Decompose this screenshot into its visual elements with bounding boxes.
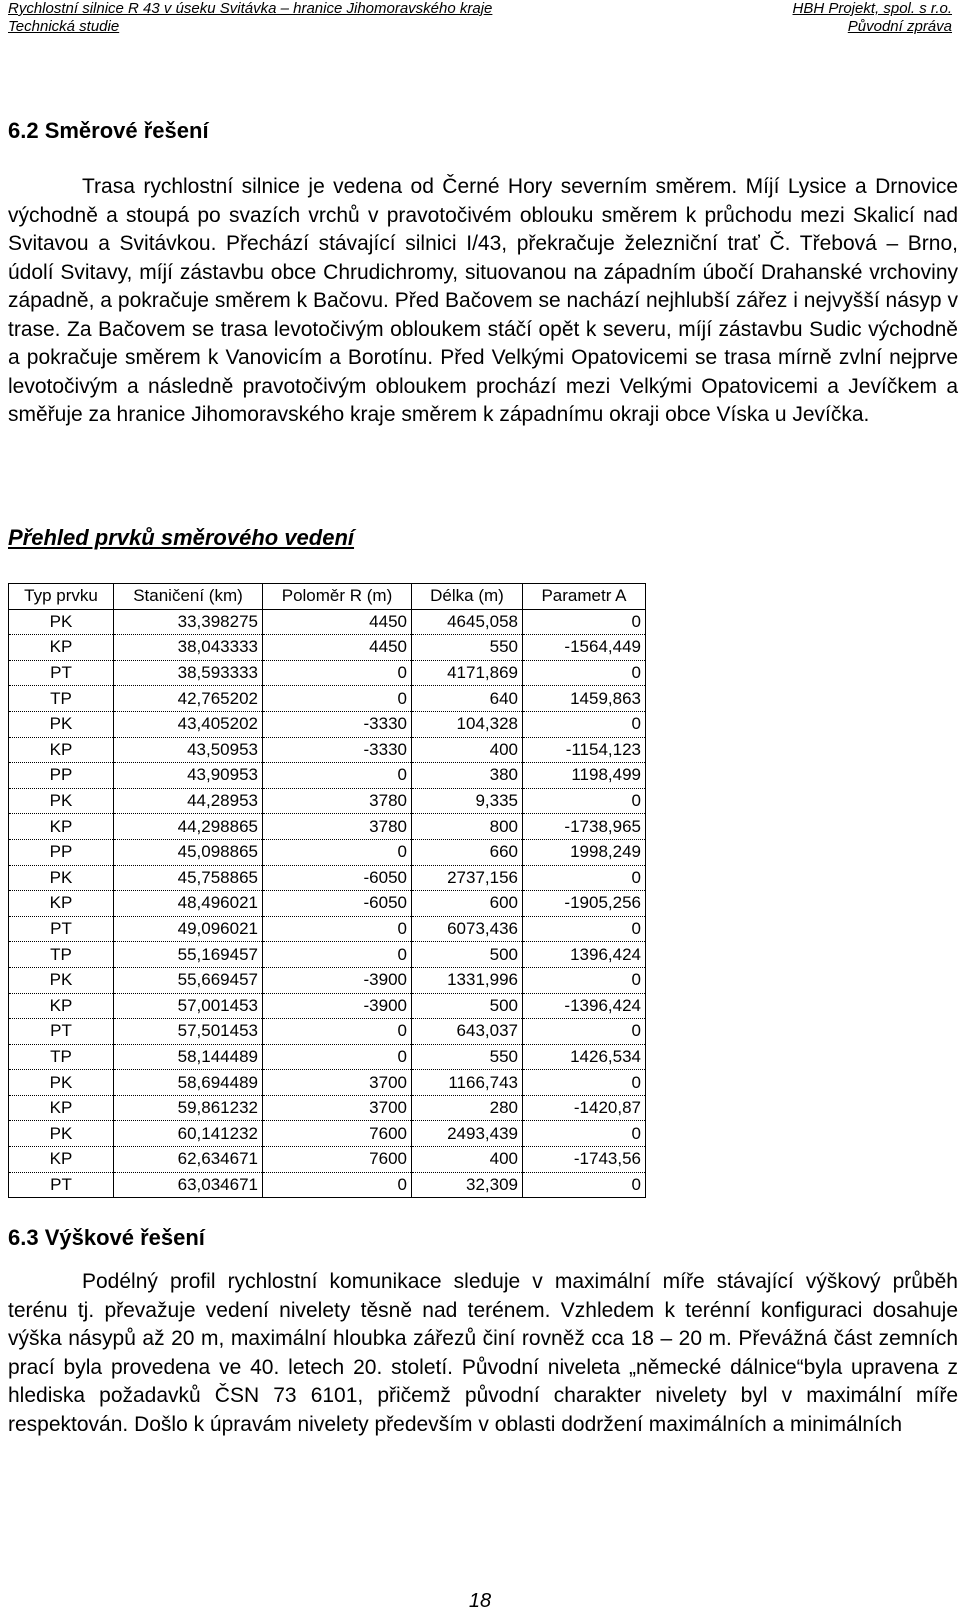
cell-chainage: 43,405202 [114, 711, 263, 737]
cell-radius: -3900 [263, 967, 412, 993]
table-row [9, 967, 646, 993]
cell-chainage: 58,694489 [114, 1070, 263, 1096]
alignment-elements-table [8, 583, 646, 1198]
cell-parameter: -1420,87 [523, 1095, 646, 1121]
cell-type: PT [9, 1019, 114, 1045]
cell-type: PK [9, 788, 114, 814]
cell-type: PK [9, 609, 114, 635]
cell-length: 500 [412, 942, 523, 968]
cell-type: TP [9, 1044, 114, 1070]
cell-parameter: 0 [523, 1121, 646, 1147]
overview-title: Přehled prvků směrového vedení [8, 525, 355, 550]
cell-type: KP [9, 814, 114, 840]
cell-radius: 0 [263, 1019, 412, 1045]
cell-type: PT [9, 660, 114, 686]
col-header-type: Typ prvku [9, 584, 114, 610]
cell-radius: -6050 [263, 891, 412, 917]
cell-length: 2493,439 [412, 1121, 523, 1147]
cell-length: 600 [412, 891, 523, 917]
cell-parameter: 0 [523, 1019, 646, 1045]
section-62-paragraph [8, 173, 958, 430]
header-project-title: Rychlostní silnice R 43 v úseku Svitávka – hranice Jihomoravského kraje [8, 0, 493, 17]
cell-type: KP [9, 635, 114, 661]
cell-parameter: -1905,256 [523, 891, 646, 917]
cell-parameter: -1154,123 [523, 737, 646, 763]
cell-length: 500 [412, 993, 523, 1019]
cell-length: 9,335 [412, 788, 523, 814]
cell-type: PK [9, 711, 114, 737]
section-63-text: Podélný profil rychlostní komunikace sleduje v maximální míře stávající výškový průběh terénu tj. převažuje vedení nivelety těsně nad terénem. Vzhledem k terénní konfiguraci dosahuje výška násypů až 20 m, maximální hloubka zářezů činí rovněž cca 18 – 20 m. Převážná část zemních prací byla provedena ve 40. letech 20. století. Původní niveleta „německé dálnice“byla upravena z hlediska požadavků ČSN 73 6101, přičemž původní charakter nivelety byl v maximální míře respektován. Došlo k úpravám nivelety především v oblasti dodržení maximálních a minimálních [8, 1270, 958, 1436]
cell-radius: 7600 [263, 1147, 412, 1173]
cell-radius: -3900 [263, 993, 412, 1019]
table-row [9, 891, 646, 917]
cell-chainage: 55,669457 [114, 967, 263, 993]
table-row [9, 1095, 646, 1121]
cell-radius: 4450 [263, 609, 412, 635]
cell-length: 660 [412, 839, 523, 865]
cell-type: PT [9, 1172, 114, 1198]
cell-type: KP [9, 1147, 114, 1173]
cell-parameter: 0 [523, 916, 646, 942]
header-report-type: Původní zpráva [847, 18, 952, 35]
cell-parameter: -1564,449 [523, 635, 646, 661]
cell-type: KP [9, 891, 114, 917]
cell-chainage: 60,141232 [114, 1121, 263, 1147]
cell-type: TP [9, 942, 114, 968]
cell-chainage: 59,861232 [114, 1095, 263, 1121]
cell-parameter: -1738,965 [523, 814, 646, 840]
cell-type: PP [9, 839, 114, 865]
cell-chainage: 63,034671 [114, 1172, 263, 1198]
cell-length: 32,309 [412, 1172, 523, 1198]
table-row [9, 1147, 646, 1173]
table-row [9, 1070, 646, 1096]
cell-radius: 4450 [263, 635, 412, 661]
table-header-row [9, 584, 646, 610]
cell-parameter: -1743,56 [523, 1147, 646, 1173]
table-row [9, 1044, 646, 1070]
table-row [9, 814, 646, 840]
section-62-text: Trasa rychlostní silnice je vedena od Černé Hory severním směrem. Míjí Lysice a Drnovice východně a stoupá po svazích vrchů v pravotočivém oblouku směrem k průchodu mezi Skalicí nad Svitavou a Svitávkou. Přechází stávající silnici I/43, překračuje železniční trať Č. Třebová – Brno, údolí Svitavy, míjí zástavbu obce Chrudichromy, situovanou na západním úbočí Drahanské vrchoviny západně, a pokračuje směrem k Bačovu. Před Bačovem se nachází nejhlubší zářez i nejvyšší násyp v trase. Za Bačovem se trasa levotočivým obloukem stáčí opět k severu, míjí zástavbu Sudic východně a pokračuje směrem k Vanovicím a Borotínu. Před Velkými Opatovicemi se trasa mírně zvlní nejprve levotočivým a následně pravotočivým obloukem prochází mezi Velkými Opatovicemi a Jevíčkem a směřuje za hranice Jihomoravského kraje směrem k západnímu okraji obce Víska u Jevíčka. [8, 175, 958, 426]
cell-parameter: 0 [523, 660, 646, 686]
table-row [9, 993, 646, 1019]
cell-length: 643,037 [412, 1019, 523, 1045]
cell-length: 4645,058 [412, 609, 523, 635]
cell-chainage: 58,144489 [114, 1044, 263, 1070]
cell-parameter: 0 [523, 865, 646, 891]
cell-type: KP [9, 993, 114, 1019]
cell-chainage: 44,28953 [114, 788, 263, 814]
cell-parameter: 0 [523, 788, 646, 814]
cell-parameter: 1426,534 [523, 1044, 646, 1070]
header-company: HBH Projekt, spol. s r.o. [792, 0, 952, 17]
cell-length: 6073,436 [412, 916, 523, 942]
cell-radius: 0 [263, 942, 412, 968]
table-row [9, 839, 646, 865]
table-row [9, 865, 646, 891]
cell-chainage: 43,50953 [114, 737, 263, 763]
cell-length: 4171,869 [412, 660, 523, 686]
cell-chainage: 57,501453 [114, 1019, 263, 1045]
cell-radius: 0 [263, 1044, 412, 1070]
cell-chainage: 43,90953 [114, 763, 263, 789]
cell-parameter: 0 [523, 609, 646, 635]
cell-parameter: 0 [523, 1070, 646, 1096]
section-63-heading: 6.3 Výškové řešení [8, 1225, 205, 1250]
cell-radius: 7600 [263, 1121, 412, 1147]
cell-parameter: 0 [523, 967, 646, 993]
cell-parameter: 0 [523, 1172, 646, 1198]
table-row [9, 686, 646, 712]
cell-length: 1331,996 [412, 967, 523, 993]
cell-radius: 3700 [263, 1095, 412, 1121]
cell-type: PK [9, 865, 114, 891]
cell-radius: 0 [263, 916, 412, 942]
cell-type: PK [9, 1121, 114, 1147]
cell-type: PT [9, 916, 114, 942]
cell-length: 550 [412, 1044, 523, 1070]
running-header-line1 [8, 0, 952, 18]
cell-chainage: 45,758865 [114, 865, 263, 891]
cell-type: PP [9, 763, 114, 789]
header-doc-type: Technická studie [8, 18, 120, 35]
cell-type: KP [9, 1095, 114, 1121]
page-number: 18 [468, 1590, 492, 1612]
col-header-parameter: Parametr A [523, 584, 646, 610]
cell-parameter: 1198,499 [523, 763, 646, 789]
cell-type: PK [9, 967, 114, 993]
cell-length: 400 [412, 1147, 523, 1173]
cell-radius: -3330 [263, 737, 412, 763]
cell-chainage: 49,096021 [114, 916, 263, 942]
cell-radius: 3780 [263, 814, 412, 840]
cell-length: 280 [412, 1095, 523, 1121]
cell-parameter: 1998,249 [523, 839, 646, 865]
cell-chainage: 44,298865 [114, 814, 263, 840]
cell-chainage: 45,098865 [114, 839, 263, 865]
col-header-length: Délka (m) [412, 584, 523, 610]
cell-radius: 0 [263, 660, 412, 686]
cell-radius: 0 [263, 1172, 412, 1198]
col-header-chainage: Staničení (km) [114, 584, 263, 610]
cell-chainage: 33,398275 [114, 609, 263, 635]
cell-length: 380 [412, 763, 523, 789]
table-row [9, 711, 646, 737]
cell-parameter: 1396,424 [523, 942, 646, 968]
cell-chainage: 38,043333 [114, 635, 263, 661]
table-row [9, 635, 646, 661]
cell-length: 400 [412, 737, 523, 763]
cell-radius: 3780 [263, 788, 412, 814]
running-header-line2 [8, 18, 952, 36]
cell-length: 1166,743 [412, 1070, 523, 1096]
cell-radius: 0 [263, 839, 412, 865]
cell-length: 104,328 [412, 711, 523, 737]
cell-type: PK [9, 1070, 114, 1096]
cell-type: TP [9, 686, 114, 712]
cell-radius: -6050 [263, 865, 412, 891]
cell-chainage: 57,001453 [114, 993, 263, 1019]
table-row [9, 942, 646, 968]
cell-radius: 3700 [263, 1070, 412, 1096]
table-row [9, 916, 646, 942]
cell-chainage: 38,593333 [114, 660, 263, 686]
cell-length: 2737,156 [412, 865, 523, 891]
cell-parameter: -1396,424 [523, 993, 646, 1019]
table-row [9, 1019, 646, 1045]
cell-length: 640 [412, 686, 523, 712]
section-62-heading: 6.2 Směrové řešení [8, 118, 209, 143]
table-row [9, 660, 646, 686]
cell-chainage: 62,634671 [114, 1147, 263, 1173]
cell-parameter: 0 [523, 711, 646, 737]
cell-length: 550 [412, 635, 523, 661]
cell-radius: 0 [263, 763, 412, 789]
table-row [9, 763, 646, 789]
cell-length: 800 [412, 814, 523, 840]
table-row [9, 788, 646, 814]
table-row [9, 1172, 646, 1198]
cell-radius: 0 [263, 686, 412, 712]
col-header-radius: Poloměr R (m) [263, 584, 412, 610]
cell-parameter: 1459,863 [523, 686, 646, 712]
table-row [9, 737, 646, 763]
cell-chainage: 42,765202 [114, 686, 263, 712]
cell-type: KP [9, 737, 114, 763]
table-row [9, 609, 646, 635]
cell-radius: -3330 [263, 711, 412, 737]
table-row [9, 1121, 646, 1147]
section-63-paragraph [8, 1268, 958, 1439]
cell-chainage: 55,169457 [114, 942, 263, 968]
cell-chainage: 48,496021 [114, 891, 263, 917]
